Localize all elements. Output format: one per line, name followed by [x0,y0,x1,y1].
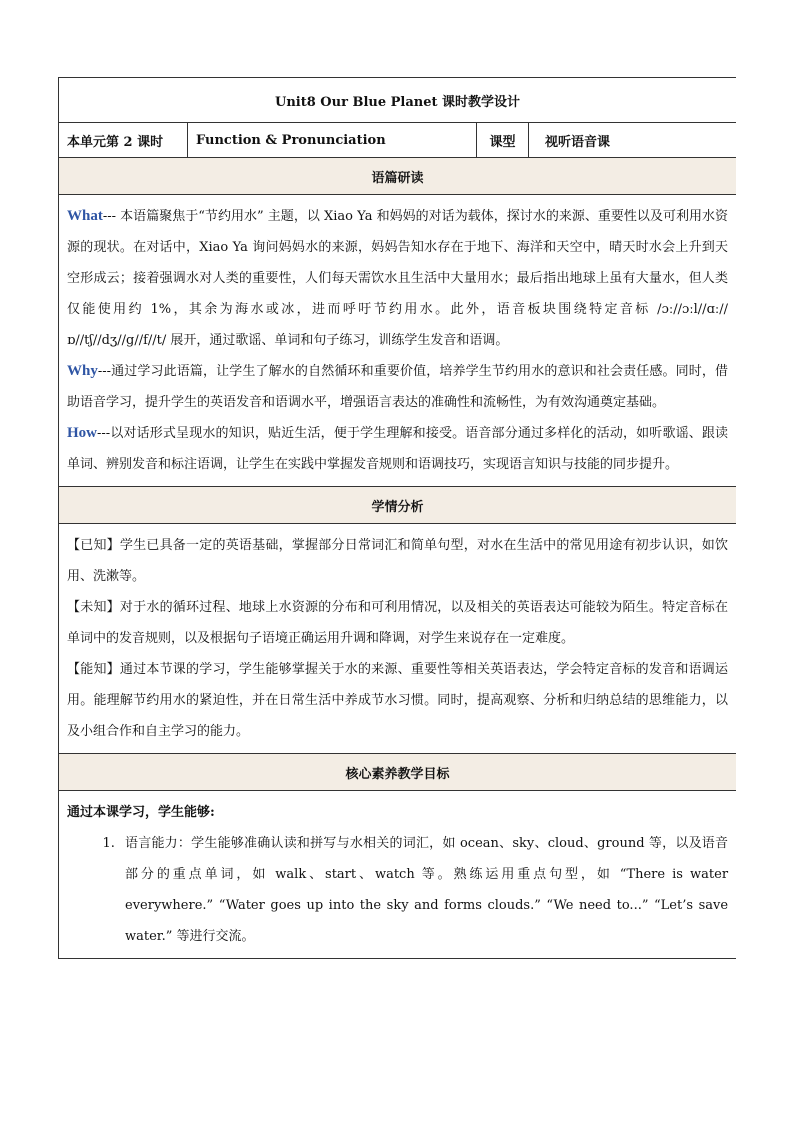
goals-header-text: 核心素养教学目标 [59,754,737,791]
why-keyword: Why [67,363,98,379]
goals-list [67,828,728,952]
info-row [59,123,737,158]
document-title: Unit8 Our Blue Planet 课时教学设计 [59,78,737,123]
lesson-name: Function & Pronunciation [188,123,477,158]
lesson-plan-page [58,77,736,1043]
goal-item-language: 1. 语言能力：学生能够准确认读和拼写与水相关的词汇，如 ocean、sky、cloud、ground 等，以及语音部分的重点单词，如 walk、start、watch 等。熟练运用重点句型，如 “There is water everywhere.” “Water goes up into the sky and forms clouds.” “We need to...” “Let’s save water.” 等进行交流。 [119,828,728,952]
analysis-content-cell [59,524,737,754]
goals-content-cell [59,791,737,959]
goals-section-content [59,791,737,959]
lesson-number-label: 本单元第 2 课时 [59,123,188,158]
analysis-section-header [59,487,737,524]
what-text: --- 本语篇聚焦于“节约用水” 主题，以 Xiao Ya 和妈妈的对话为载体，探讨水的来源、重要性以及可利用水资源的现状。在对话中，Xiao Ya 询问妈妈水的来源，妈妈告知水存在于地下、海洋和天空中，晴天时水会上升到天空形成云；接着强调水对人类的重要性，人们每天需饮水且生活中大量用水；最后指出地球上虽有大量水，但人类仅能使用约 1%，其余为海水或冰，进而呼吁节约用水。此外，语音板块围绕特定音标 /ɔː//ɔːl//ɑː//ɒ//tʃ//dʒ//g//f//t/ 展开，通过歌谣、单词和句子练习，训练学生发音和语调。 [67,209,729,348]
reading-header-text: 语篇研读 [59,158,737,195]
how-keyword: How [67,425,97,441]
title-row [59,78,737,123]
lesson-type-value: 视听语音课 [529,123,737,158]
reading-section-header [59,158,737,195]
lesson-type-label: 课型 [477,123,529,158]
analysis-section-content [59,524,737,754]
what-paragraph [67,201,728,356]
goals-intro: 通过本课学习，学生能够: [67,805,215,820]
known-paragraph: 【已知】学生已具备一定的英语基础，掌握部分日常词汇和简单句型，对水在生活中的常见用途有初步认识，如饮用、洗漱等。 [67,538,729,584]
analysis-header-text: 学情分析 [59,487,737,524]
why-text: ---通过学习此语篇，让学生了解水的自然循环和重要价值，培养学生节约用水的意识和社会责任感。同时，借助语音学习，提升学生的英语发音和语调水平，增强语言表达的准确性和流畅性，为有效沟通奠定基础。 [67,364,729,410]
reading-section-content [59,195,737,487]
how-paragraph [67,418,728,480]
reading-content-cell [59,195,737,487]
goals-section-header [59,754,737,791]
lesson-plan-table [58,77,736,959]
what-keyword: What [67,208,103,224]
how-text: ---以对话形式呈现水的知识，贴近生活，便于学生理解和接受。语音部分通过多样化的活动，如听歌谣、跟读单词、辨别发音和标注语调，让学生在实践中掌握发音规则和语调技巧，实现语言知识与技能的同步提升。 [67,426,729,472]
page-clip [58,77,736,1043]
why-paragraph [67,356,728,418]
able-paragraph: 【能知】通过本节课的学习，学生能够掌握关于水的来源、重要性等相关英语表达，学会特定音标的发音和语调运用。能理解节约用水的紧迫性，并在日常生活中养成节水习惯。同时，提高观察、分析和归纳总结的思维能力，以及小组合作和自主学习的能力。 [67,662,729,739]
unknown-paragraph: 【未知】对于水的循环过程、地球上水资源的分布和可利用情况，以及相关的英语表达可能较为陌生。特定音标在单词中的发音规则，以及根据句子语境正确运用升调和降调，对学生来说存在一定难度。 [67,600,729,646]
